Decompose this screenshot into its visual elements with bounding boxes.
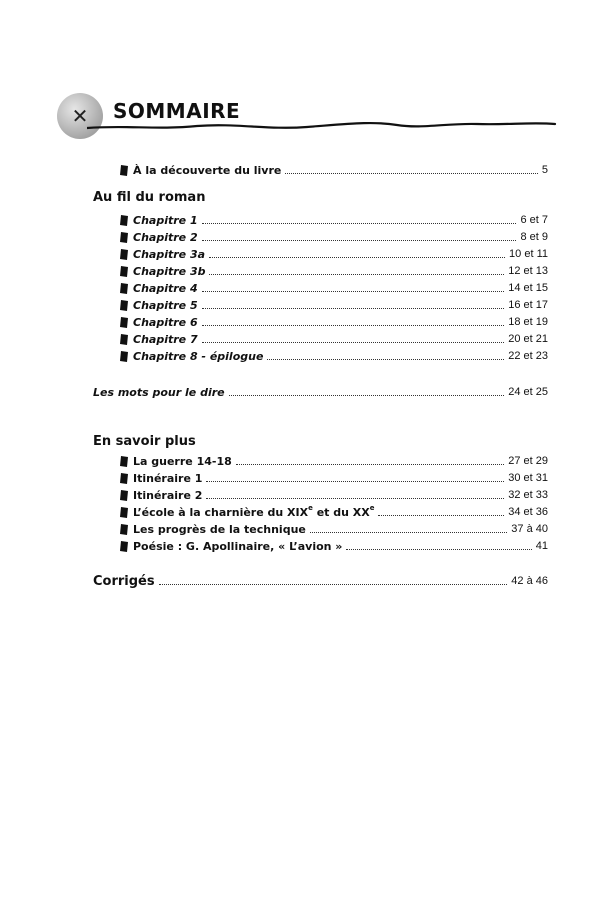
- bullet-icon: [120, 456, 129, 467]
- leader-dots: [202, 298, 505, 309]
- leader-dots: [202, 281, 505, 292]
- leader-dots: [206, 471, 504, 482]
- toc-label: Chapitre 8 - épilogue: [133, 349, 264, 363]
- wave-underline: [87, 119, 557, 133]
- toc-label: Les progrès de la technique: [133, 522, 306, 536]
- bullet-icon: [120, 249, 129, 260]
- toc-label: Les mots pour le dire: [93, 385, 225, 399]
- bullet-icon: [120, 351, 129, 362]
- toc-pages: 34 et 36: [508, 506, 548, 518]
- toc-pages: 22 et 23: [508, 350, 548, 362]
- toc-entry-progres[interactable]: [120, 521, 548, 537]
- toc-pages: 8 et 9: [520, 231, 548, 243]
- toc-entry-chapitre-2[interactable]: [120, 229, 548, 245]
- leader-dots: [202, 230, 517, 241]
- leader-dots: [267, 349, 504, 360]
- toc-entry-ecole[interactable]: [120, 504, 548, 520]
- toc-label: Itinéraire 2: [133, 488, 203, 502]
- leader-dots: [202, 332, 505, 343]
- toc-label: Chapitre 4: [133, 281, 198, 295]
- toc-label: Chapitre 1: [133, 213, 198, 227]
- toc-label: La guerre 14-18: [133, 454, 232, 468]
- toc-pages: 12 et 13: [508, 265, 548, 277]
- bullet-icon: [120, 232, 129, 243]
- toc-entry-corriges[interactable]: [93, 572, 548, 590]
- section-title-savoir: En savoir plus: [93, 434, 196, 449]
- toc-entry-chapitre-3a[interactable]: [120, 246, 548, 262]
- toc-entry-itineraire-2[interactable]: [120, 487, 548, 503]
- leader-dots: [209, 264, 504, 275]
- toc-label: Corrigés: [93, 573, 155, 589]
- toc-label: Poésie : G. Apollinaire, « L’avion »: [133, 539, 343, 553]
- toc-pages: 18 et 19: [508, 316, 548, 328]
- toc-pages: 20 et 21: [508, 333, 548, 345]
- toc-pages: 42 à 46: [511, 575, 548, 587]
- page-header: [57, 93, 557, 143]
- close-icon: ✕: [57, 93, 103, 139]
- toc-label: Chapitre 5: [133, 298, 198, 312]
- toc-pages: 16 et 17: [508, 299, 548, 311]
- toc-entry-chapitre-6[interactable]: [120, 314, 548, 330]
- bullet-icon: [120, 215, 129, 226]
- toc-entry-chapitre-8[interactable]: [120, 348, 548, 364]
- toc-pages: 32 et 33: [508, 489, 548, 501]
- toc-label: À la découverte du livre: [133, 163, 282, 177]
- leader-dots: [236, 454, 504, 465]
- bullet-icon: [120, 266, 129, 277]
- leader-dots: [159, 574, 508, 585]
- bullet-icon: [120, 473, 129, 484]
- toc-pages: 41: [535, 540, 548, 552]
- toc-entry-chapitre-3b[interactable]: [120, 263, 548, 279]
- toc-pages: 27 et 29: [508, 455, 548, 467]
- leader-dots: [378, 505, 504, 516]
- toc-pages: 14 et 15: [508, 282, 548, 294]
- bullet-icon: [120, 165, 129, 176]
- bullet-icon: [120, 317, 129, 328]
- toc-label: Chapitre 6: [133, 315, 198, 329]
- toc-entry-chapitre-1[interactable]: [120, 212, 548, 228]
- toc-pages: 5: [541, 164, 548, 176]
- toc-label: L’école à la charnière du XIXe et du XXe: [133, 503, 375, 519]
- toc-pages: 30 et 31: [508, 472, 548, 484]
- bullet-icon: [120, 524, 129, 535]
- leader-dots: [285, 163, 538, 174]
- toc-entry-itineraire-1[interactable]: [120, 470, 548, 486]
- toc-label: Itinéraire 1: [133, 471, 203, 485]
- leader-dots: [209, 247, 505, 258]
- leader-dots: [229, 385, 505, 396]
- leader-dots: [202, 213, 517, 224]
- toc-entry-chapitre-7[interactable]: [120, 331, 548, 347]
- leader-dots: [310, 522, 507, 533]
- toc-entry-mots[interactable]: [93, 384, 548, 400]
- toc-pages: 24 et 25: [508, 386, 548, 398]
- toc-entry-intro[interactable]: [120, 162, 548, 178]
- bullet-icon: [120, 334, 129, 345]
- toc-label: Chapitre 7: [133, 332, 198, 346]
- toc-pages: 10 et 11: [509, 248, 548, 260]
- toc-label: Chapitre 3b: [133, 264, 206, 278]
- bullet-icon: [120, 300, 129, 311]
- bullet-icon: [120, 283, 129, 294]
- page-title: SOMMAIRE: [113, 99, 241, 123]
- bullet-icon: [120, 541, 129, 552]
- bullet-icon: [120, 507, 129, 518]
- toc-pages: 6 et 7: [520, 214, 548, 226]
- toc-label: Chapitre 2: [133, 230, 198, 244]
- leader-dots: [206, 488, 504, 499]
- bullet-icon: [120, 490, 129, 501]
- toc-label: Chapitre 3a: [133, 247, 206, 261]
- toc-pages: 37 à 40: [511, 523, 548, 535]
- toc-entry-chapitre-4[interactable]: [120, 280, 548, 296]
- section-title-roman: Au fil du roman: [93, 190, 206, 205]
- toc-entry-chapitre-5[interactable]: [120, 297, 548, 313]
- toc-entry-guerre[interactable]: [120, 453, 548, 469]
- leader-dots: [202, 315, 505, 326]
- leader-dots: [346, 539, 531, 550]
- toc-entry-poesie[interactable]: [120, 538, 548, 554]
